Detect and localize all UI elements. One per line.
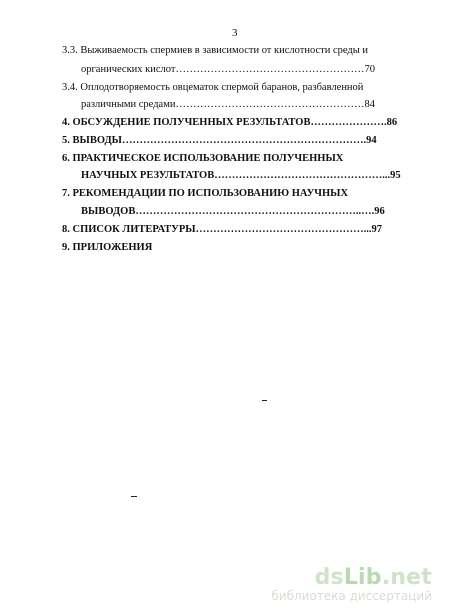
toc-entry-5: 5. ВЫВОДЫ…………………………………………………………….94 bbox=[62, 135, 377, 146]
toc-entry-6-line2: НАУЧНЫХ РЕЗУЛЬТАТОВ…………………………………………...95 bbox=[81, 170, 401, 181]
toc-entry-8: 8. СПИСОК ЛИТЕРАТУРЫ…………………………………………...97 bbox=[62, 224, 382, 235]
toc-entry-3-3-line1: 3.3. Выживаемость спермиев в зависимости от кислотности среды и bbox=[62, 45, 369, 56]
watermark-logo bbox=[271, 567, 432, 589]
toc-entry-7-line1: 7. РЕКОМЕНДАЦИИ ПО ИСПОЛЬЗОВАНИЮ НАУЧНЫХ bbox=[62, 188, 349, 199]
page-number: 3 bbox=[232, 27, 238, 39]
toc-entry-4: 4. ОБСУЖДЕНИЕ ПОЛУЧЕННЫХ РЕЗУЛЬТАТОВ………………….86 bbox=[62, 117, 398, 128]
toc-entry-6-line1: 6. ПРАКТИЧЕСКОЕ ИСПОЛЬЗОВАНИЕ ПОЛУЧЕННЫХ bbox=[62, 153, 344, 164]
watermark-logo-lib: Lib bbox=[343, 565, 382, 590]
toc-entry-3-4-line1: 3.4. Оплодотворяемость овцематок спермой баранов, разбавленной bbox=[62, 82, 364, 93]
scan-speck-mark bbox=[262, 400, 267, 401]
watermark-logo-net: .net bbox=[381, 565, 432, 590]
toc-entry-9: 9. ПРИЛОЖЕНИЯ bbox=[62, 242, 153, 253]
toc-entry-3-3-line2: органических кислот………………………………………………70 bbox=[81, 64, 375, 75]
toc-entry-7-line2: ВЫВОДОВ………………………………………………………..….96 bbox=[81, 206, 385, 217]
watermark-logo-ds: ds bbox=[314, 565, 344, 590]
scan-speck-mark bbox=[131, 496, 137, 497]
watermark bbox=[271, 567, 432, 603]
watermark-subtitle: библиотека диссертаций bbox=[271, 589, 432, 603]
toc-entry-3-4-line2: различными средами………………………………………………84 bbox=[81, 99, 375, 110]
